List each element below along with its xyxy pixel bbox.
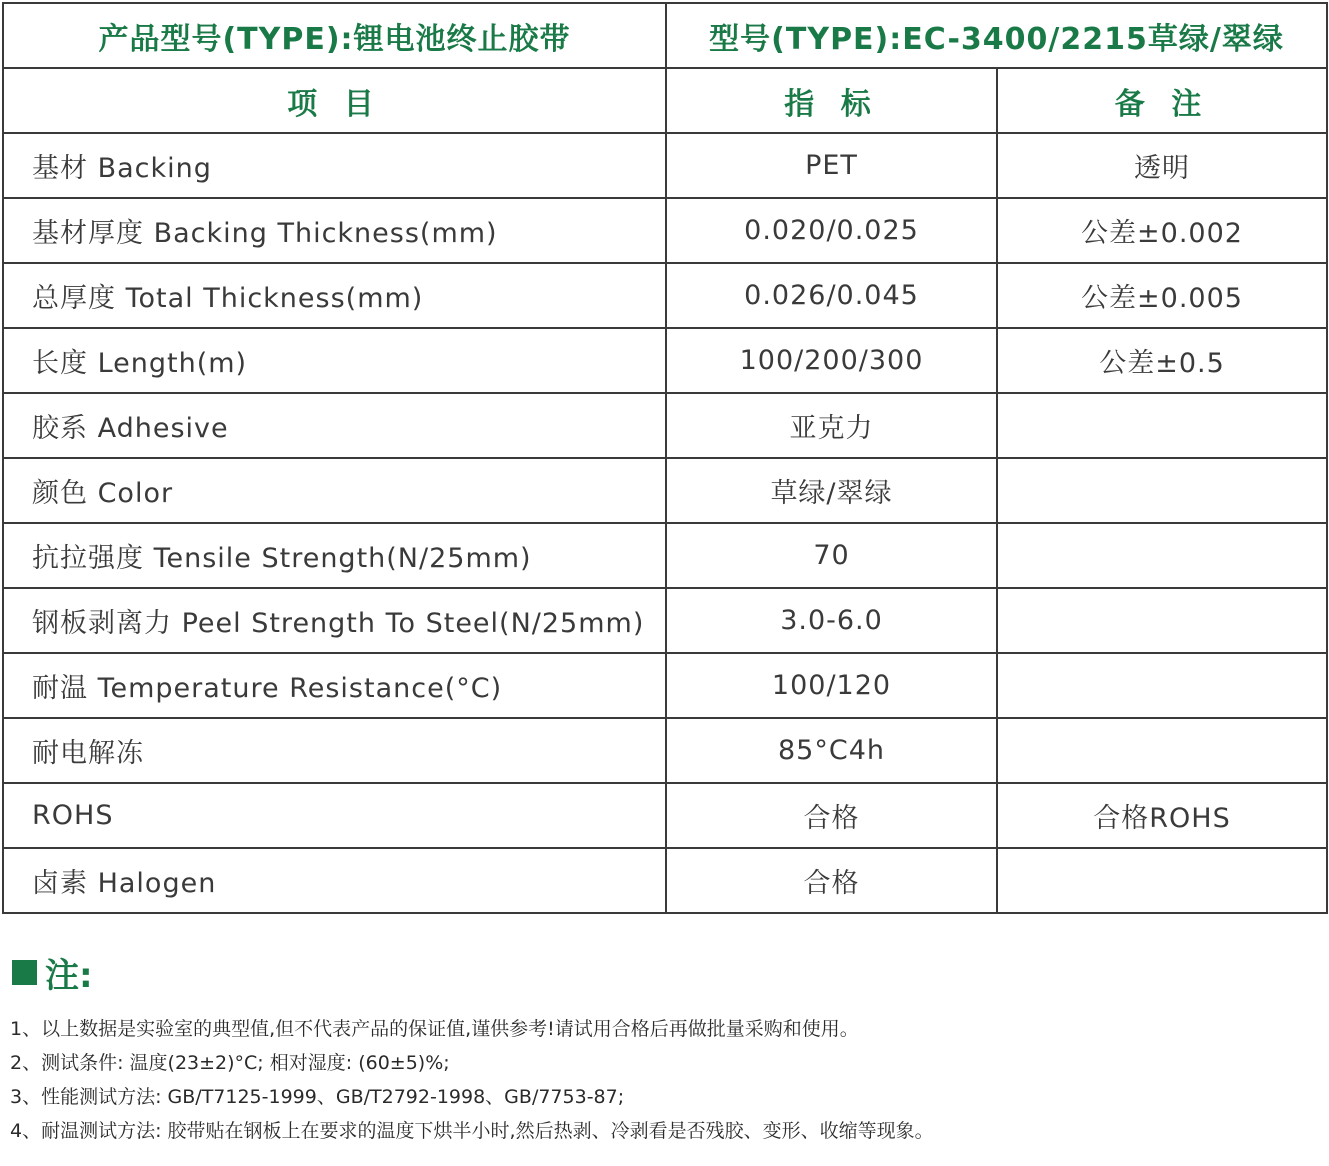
row-note [997,458,1327,523]
row-value: 85°C4h [666,718,997,783]
row-value: 0.026/0.045 [666,263,997,328]
title-row [3,3,1327,68]
row-value: 合格 [666,783,997,848]
row-value: 合格 [666,848,997,913]
table-row [3,848,1327,913]
table-row [3,588,1327,653]
notes-title: 注: [45,956,93,996]
row-item: 耐温 Temperature Resistance(°C) [3,653,666,718]
row-item: 耐电解冻 [3,718,666,783]
row-value: 亚克力 [666,393,997,458]
row-item: 长度 Length(m) [3,328,666,393]
table-row [3,263,1327,328]
row-note [997,653,1327,718]
row-note [997,588,1327,653]
row-note: 透明 [997,133,1327,198]
spec-table [2,2,1328,914]
spec-table-body [3,3,1327,913]
row-item: 基材厚度 Backing Thickness(mm) [3,198,666,263]
header-value: 指 标 [666,68,997,133]
row-value: 草绿/翠绿 [666,458,997,523]
row-item: ROHS [3,783,666,848]
table-row [3,328,1327,393]
model-type-title: 型号(TYPE):EC-3400/2215草绿/翠绿 [666,3,1327,68]
row-note [997,393,1327,458]
row-value: 0.020/0.025 [666,198,997,263]
row-value: PET [666,133,997,198]
table-row [3,198,1327,263]
table-row [3,653,1327,718]
square-bullet-icon [12,960,37,985]
table-row [3,393,1327,458]
row-note [997,718,1327,783]
row-item: 胶系 Adhesive [3,393,666,458]
row-item: 抗拉强度 Tensile Strength(N/25mm) [3,523,666,588]
row-note: 公差±0.002 [997,198,1327,263]
table-row [3,458,1327,523]
row-note: 公差±0.5 [997,328,1327,393]
note-item: 1、以上数据是实验室的典型值,但不代表产品的保证值,谨供参考!请试用合格后再做批量采购和使用。 [10,1018,859,1040]
row-item: 基材 Backing [3,133,666,198]
table-row [3,523,1327,588]
header-row [3,68,1327,133]
header-note: 备 注 [997,68,1327,133]
row-item: 总厚度 Total Thickness(mm) [3,263,666,328]
note-item: 3、性能测试方法: GB/T7125-1999、GB/T2792-1998、GB/7753-87; [10,1086,625,1108]
row-note [997,848,1327,913]
row-value: 100/120 [666,653,997,718]
row-note: 公差±0.005 [997,263,1327,328]
note-item: 4、耐温测试方法: 胶带贴在钢板上在要求的温度下烘半小时,然后热剥、冷剥看是否残胶、变形、收缩等现象。 [10,1120,934,1142]
notes-heading [12,948,93,997]
table-row [3,133,1327,198]
row-value: 70 [666,523,997,588]
row-item: 钢板剥离力 Peel Strength To Steel(N/25mm) [3,588,666,653]
row-value: 100/200/300 [666,328,997,393]
note-item: 2、测试条件: 温度(23±2)°C; 相对湿度: (60±5)%; [10,1052,450,1074]
product-type-title: 产品型号(TYPE):锂电池终止胶带 [3,3,666,68]
table-row [3,718,1327,783]
row-value: 3.0-6.0 [666,588,997,653]
row-item: 卤素 Halogen [3,848,666,913]
row-item: 颜色 Color [3,458,666,523]
row-note [997,523,1327,588]
notes-list [10,1012,934,1148]
row-note: 合格ROHS [997,783,1327,848]
table-row [3,783,1327,848]
header-item: 项 目 [3,68,666,133]
